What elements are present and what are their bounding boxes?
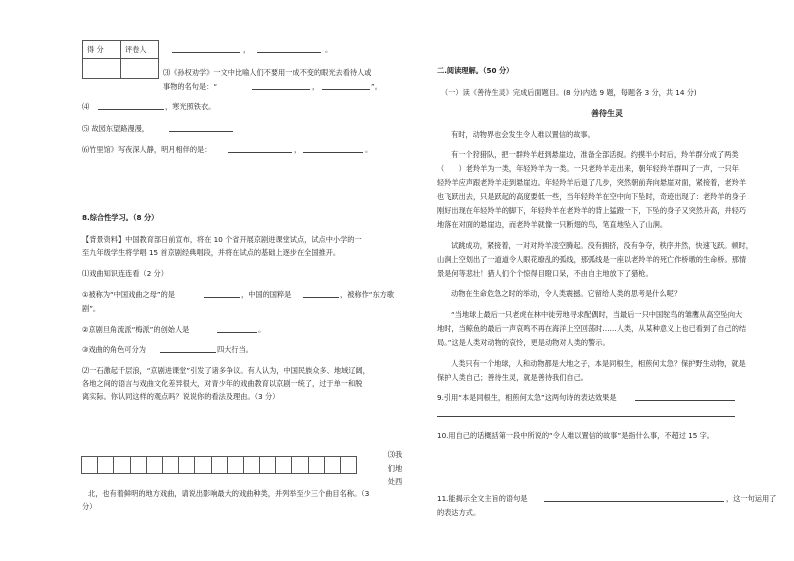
- s1-e-end: 。: [258, 325, 266, 334]
- answer-blank[interactable]: [303, 152, 363, 153]
- s2-line3: 离实际。你认同这样的观点吗？说说你的看法及理由。（3 分）: [82, 392, 280, 401]
- para5-l1: “当地球上最后一只老虎在林中徒劳地寻求配偶时，当最后一只中国鸵鸟的雏鹰从高空坠向大: [451, 310, 743, 319]
- para2-l1: 有一个狩猎队，把一群羚羊赶到悬崖边，准备全部活捉。约摸半小时后，羚羊群分成了两类: [451, 150, 739, 159]
- para2-l5: 刚好出现在年轻羚羊的脚下，年轻羚羊在老羚羊的背上猛蹬一下，下坠的身子又突然升高，并轻巧: [437, 206, 747, 215]
- para2-l4: 也飞跃出去，只是跃起的高度要低一些，当年轻羚羊在空中向下坠时，奇迹出现了：老羚羊的身子: [437, 192, 747, 201]
- s1-f: ③戏曲的角色可分为: [82, 345, 146, 354]
- s2-line2: 各地之间的语言与戏曲文化差异很大，对青少年的戏曲教育以京剧一统了，过于单一和脱: [82, 379, 363, 388]
- question-11-line2: 的表达方式。: [437, 508, 481, 517]
- q4-num: ⑷: [82, 102, 90, 111]
- answer-blank[interactable]: [172, 52, 240, 53]
- score-cell[interactable]: [83, 59, 121, 79]
- answer-grid[interactable]: [82, 456, 357, 474]
- para2-l3: 轻羚羊应声跟老羚羊走到悬崖边。年轻羚羊后退了几步，突然朝前奔向悬崖对面，紧接着，老羚羊: [437, 178, 747, 187]
- s1-f-end: 四大行当。: [217, 345, 253, 354]
- q3-line2-prefix: 事物的名句是：“: [163, 82, 218, 91]
- answer-blank[interactable]: [252, 89, 310, 90]
- para5-l2: 地时，当鲸鱼的最后一声哀鸣不再在海洋上空回荡时……人类，从某种意义上也已看到了自己的结: [437, 324, 747, 333]
- para4: 动物在生命危急之时的举动，令人类震撼。它留给人类的思考是什么呢？: [451, 289, 682, 298]
- answer-blank[interactable]: [204, 297, 240, 298]
- s3-end: 分）: [82, 502, 97, 511]
- grader-label: 评卷人: [121, 41, 159, 59]
- s3-vertical-text: ⑶我 们地 处西: [387, 450, 403, 486]
- section2-title: 二.阅读理解。（50 分）: [437, 66, 514, 75]
- s2-line1: ⑵一石激起千层浪，“京剧进课堂”引发了诸多争议。有人认为，中国民族众多、地域辽阔，: [82, 366, 370, 375]
- background-line2: 至九年级学生将学唱 15 首京剧经典唱段，并将在试点的基础上逐步在全国推开。: [82, 248, 341, 257]
- answer-blank[interactable]: [160, 352, 216, 353]
- s1-title: ⑴戏曲知识连连看（2 分）: [82, 269, 168, 278]
- para3-l2: 山涧上空划出了一道道令人眼花缭乱的弧线，那弧线是一座以老羚羊的死亡作桥墩的生命桥。那情: [437, 255, 747, 264]
- para6-l2: 保护人类自己；善待生灵，就是善待我们自己。: [437, 373, 588, 382]
- article-title: 善待生灵: [591, 109, 623, 118]
- para2-l6: 地落在对面的悬崖边，而老羚羊就像一只断翅的鸟，笔直地坠入了山涧。: [437, 220, 668, 229]
- para3-l1: 试跳成功，紧接着，一对对羚羊凌空腾起。没有拥挤，没有争夺，秩序井然，快速飞跃。顿时，: [451, 241, 753, 250]
- score-box: [82, 40, 159, 79]
- s1-e: ②京剧旦角流派“梅派”的创始人是: [82, 325, 190, 334]
- q3-comma: ，: [312, 82, 320, 91]
- q3-end: ”。: [371, 82, 382, 91]
- q4-suffix: ，寒光照铁衣。: [165, 102, 216, 111]
- answer-blank[interactable]: [322, 89, 370, 90]
- s1-c: ，被称作“东方歌: [340, 290, 395, 299]
- s3-line: 北，也有着鲜明的地方戏曲，请说出影响最大的戏曲种类，并列举至少三个曲目名称。（3: [88, 489, 370, 498]
- para3-l3: 景是何等悲壮！猎人们个个惊得目瞪口呆，不由自主地放下了猎枪。: [437, 269, 653, 278]
- para1: 有时，动物界也会发生令人难以置信的故事。: [451, 130, 595, 139]
- s1-a: ①被称为“中国戏曲之母”的是: [82, 290, 175, 299]
- s1-b: ，中国的国粹是: [241, 290, 292, 299]
- answer-blank[interactable]: [635, 400, 735, 401]
- answer-blank[interactable]: [544, 501, 724, 502]
- q6-end: 。: [365, 145, 373, 154]
- para2-l2: （ ）老羚羊为一类，年轻羚羊为一类。一只老羚羊走出来，朝年轻羚羊群叫了一声，一只年: [437, 164, 739, 173]
- answer-blank[interactable]: [217, 332, 257, 333]
- reading-sub1: （一）读《善待生灵》完成后面题目。(8 分)内选 9 题，每题各 3 分，共 14 分): [441, 88, 697, 97]
- question-9: 9.引用“本是同根生，相煎何太急”这两句诗的表达效果是: [437, 393, 617, 402]
- question-10: 10.用自己的话概括第一段中所说的“令人难以置信的故事”是指什么事，不超过 15 字。: [437, 431, 714, 440]
- q3-line1: ⑶《孙权劝学》一文中比喻人们不要用一成不变的眼光去看待人或: [163, 68, 372, 77]
- para6-l1: 人类只有一个地球，人和动物都是大地之子，本是同根生，相煎何太急？保护野生动物，就是: [451, 359, 746, 368]
- answer-line[interactable]: [437, 416, 735, 417]
- q6-text: ⑹竹里馆》写夜深人静，明月相伴的是：: [82, 145, 212, 154]
- s1-d: 剧”。: [82, 304, 101, 313]
- para5-l3: 局。”这是人类对动物的哀怜，更是动物对人类的警示。: [437, 338, 610, 347]
- grader-cell[interactable]: [121, 59, 159, 79]
- answer-blank[interactable]: [98, 109, 164, 110]
- answer-blank[interactable]: [169, 131, 233, 132]
- answer-blank[interactable]: [228, 152, 292, 153]
- answer-blank[interactable]: [303, 297, 339, 298]
- question-11: 11.能揭示全文主旨的语句是: [437, 494, 528, 503]
- q5-text: ⑸ 故园东望路漫漫，: [82, 124, 149, 133]
- comma: ，: [243, 45, 251, 54]
- background-line1: 【背景资料】中国教育部日前宣布，将在 10 个省开展京剧进课堂试点，试点中小学的一: [82, 235, 362, 244]
- question-11-end: ，这一句运用了: [726, 494, 777, 503]
- period: 。: [325, 45, 333, 54]
- score-label: 得 分: [83, 41, 121, 59]
- section8-title: 8.综合性学习。（8 分）: [82, 213, 159, 222]
- q6-comma: ，: [294, 145, 302, 154]
- answer-blank[interactable]: [257, 52, 321, 53]
